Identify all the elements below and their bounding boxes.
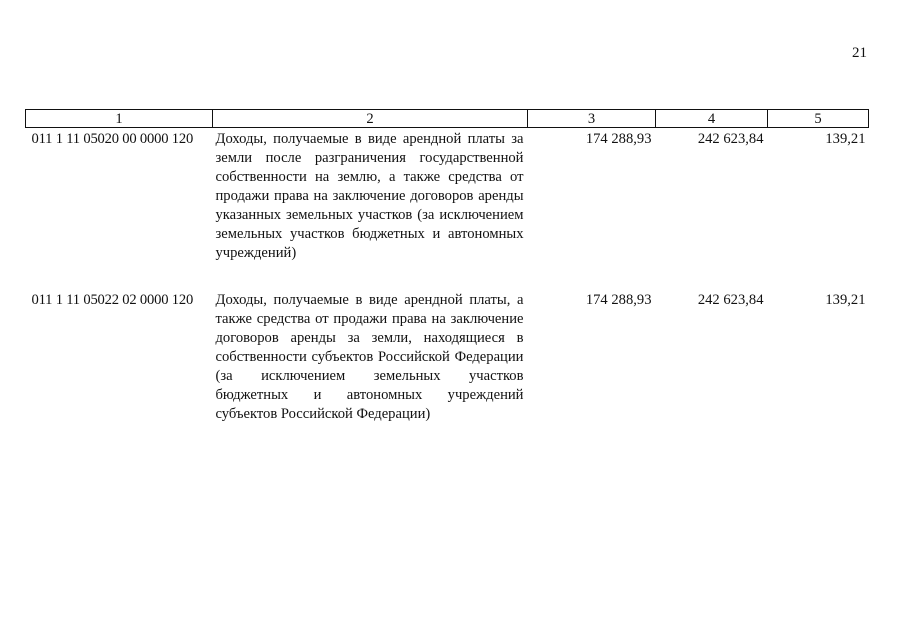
table-row [26, 128, 869, 292]
page-number: 21 [852, 45, 867, 61]
table-body [26, 128, 869, 425]
value-col-3: 174 288,93 [585, 292, 652, 308]
budget-table [25, 109, 869, 424]
header-col-4: 4 [656, 110, 768, 128]
value-col-5: 139,21 [825, 131, 866, 147]
income-description: Доходы, получаемые в виде арендной платы за земли после разграничения государственной собственности на землю, а также средства от продажи права на заключение договоров аренды указанных земельных участков (за исключением земельных участков бюджетных и автономных учреждений) [215, 131, 524, 261]
header-row [26, 110, 869, 128]
income-description: Доходы, получаемые в виде арендной платы, а также средства от продажи права на заключение договоров аренды за земли, находящиеся в собственности субъектов Российской Федерации (за исключением земельных участков бюджетных и автономных учреждений субъектов Российской Федерации) [215, 292, 524, 422]
header-col-3: 3 [528, 110, 656, 128]
value-col-5: 139,21 [825, 292, 866, 308]
header-col-5: 5 [768, 110, 869, 128]
value-col-4: 242 623,84 [697, 292, 764, 308]
header-col-2: 2 [213, 110, 528, 128]
budget-code: 011 1 11 05022 02 0000 120 [31, 292, 194, 308]
table-header [26, 110, 869, 128]
header-col-1: 1 [26, 110, 213, 128]
value-col-4: 242 623,84 [697, 131, 764, 147]
table-row [26, 291, 869, 424]
value-col-3: 174 288,93 [585, 131, 652, 147]
budget-code: 011 1 11 05020 00 0000 120 [31, 131, 194, 147]
